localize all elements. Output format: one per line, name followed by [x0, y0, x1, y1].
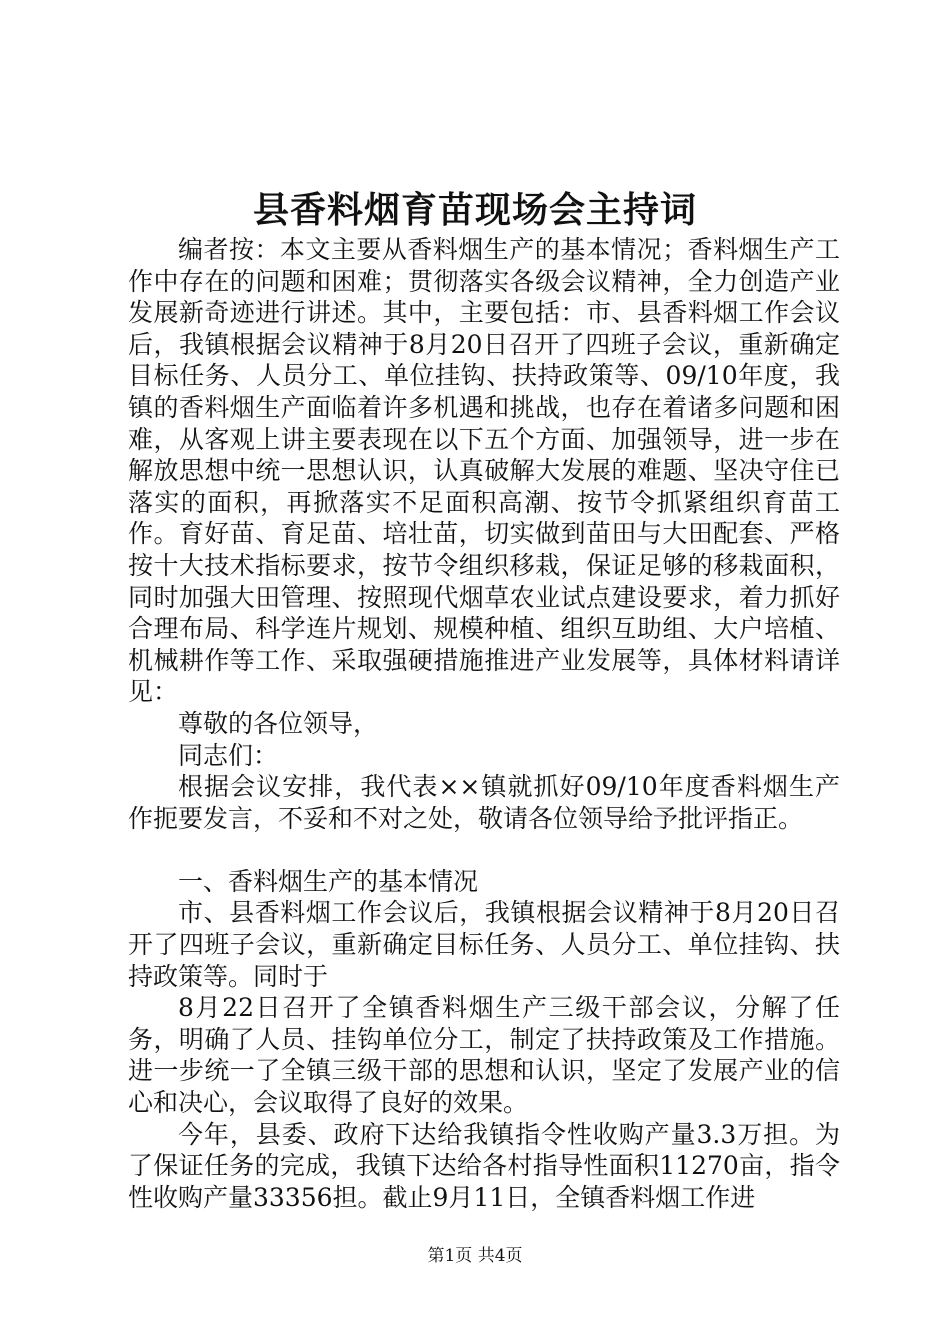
document-body: [128, 234, 840, 1213]
paragraph-targets: 今年，县委、政府下达给我镇指令性收购产量3.3万担。为了保证任务的完成，我镇下达给各村指导性面积11270亩，指令性收购产量33356担。截止9月11日，全镇香料烟工作进: [128, 1119, 840, 1212]
paragraph-cadre-meeting: 8月22日召开了全镇香料烟生产三级干部会议，分解了任务，明确了人员、挂钩单位分工，制定了扶持政策及工作措施。进一步统一了全镇三级干部的思想和认识，坚定了发展产业的信心和决心，会议取得了良好的效果。: [128, 993, 840, 1118]
page-footer: 第1页 共4页: [427, 1246, 523, 1266]
page-title: 县香料烟育苗现场会主持词: [252, 189, 697, 231]
paragraph-intro: 根据会议安排，我代表××镇就抓好09/10年度香料烟生产作扼要发言，不妥和不对之处，敬请各位领导给予批评指正。: [128, 772, 840, 833]
paragraph-editor-note: 编者按：本文主要从香料烟生产的基本情况；香料烟生产工作中存在的问题和困难；贯彻落实各级会议精神，全力创造产业发展新奇迹进行讲述。其中，主要包括：市、县香料烟工作会议后，我镇根据会议精神于8月20日召开了四班子会议，重新确定目标任务、人员分工、单位挂钩、扶持政策等、09/10年度，我镇的香料烟生产面临着许多机遇和挑战，也存在着诸多问题和困难，从客观上讲主要表现在以下五个方面、加强领导，进一步在解放思想中统一思想认识，认真破解大发展的难题、坚决守住已落实的面积，再掀落实不足面积高潮、按节令抓紧组织育苗工作。育好苗、育足苗、培壮苗，切实做到苗田与大田配套、严格按十大技术指标要求，按节令组织移栽，保证足够的移栽面积，同时加强大田管理、按照现代烟草农业试点建设要求，着力抓好合理布局、科学连片规划、规模种植、组织互助组、大户培植、机械耕作等工作、采取强硬措施推进产业发展等，具体材料请详见：: [128, 235, 840, 707]
paragraph-meeting: 市、县香料烟工作会议后，我镇根据会议精神于8月20日召开了四班子会议，重新确定目标任务、人员分工、单位挂钩、扶持政策等。同时于: [128, 898, 840, 991]
paragraph-salutation: 尊敬的各位领导，: [178, 708, 379, 738]
section-heading: 一、香料烟生产的基本情况: [178, 866, 479, 896]
paragraph-address: 同志们：: [178, 740, 279, 770]
